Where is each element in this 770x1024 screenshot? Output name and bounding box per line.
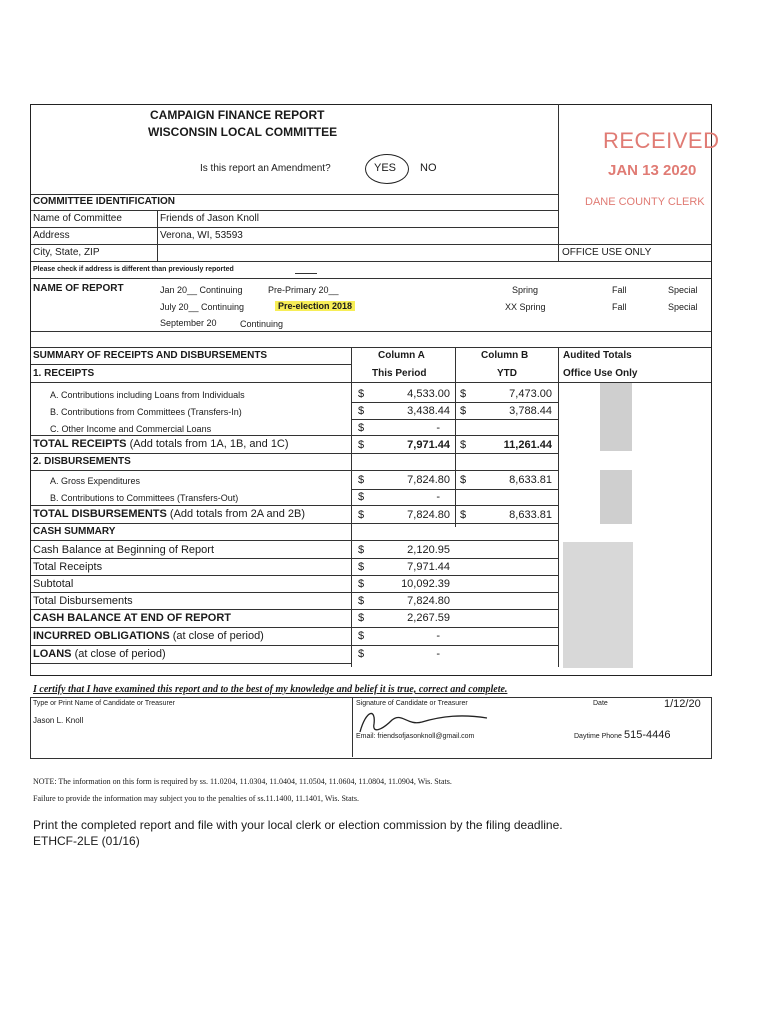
value-cash-begin: 2,120.95 <box>407 544 450 556</box>
report-july: July 20__ Continuing <box>160 302 245 312</box>
row-1c-label: C. Other Income and Commercial Loans <box>50 424 212 434</box>
received-date-stamp: JAN 13 2020 <box>608 162 697 179</box>
column-b-heading: Column B <box>481 350 529 361</box>
column-b-subheading: YTD <box>497 368 517 379</box>
amendment-yes: YES <box>374 162 397 174</box>
dollar-total-a: $ <box>358 439 365 451</box>
form-number: ETHCF-2LE (01/16) <box>33 834 140 848</box>
date-value: 1/12/20 <box>664 698 701 710</box>
audited-subheading: Office Use Only <box>563 368 638 379</box>
committee-heading: COMMITTEE IDENTIFICATION <box>33 196 176 207</box>
audited-heading: Audited Totals <box>563 350 632 361</box>
dollar-1a-b: $ <box>460 388 467 400</box>
value-1b-b: 3,788.44 <box>509 405 552 417</box>
dollar-total-b: $ <box>460 439 467 451</box>
certify-statement: I certify that I have examined this report and to the best of my knowledge and belief it is true, correct and complete. <box>33 684 508 695</box>
value-2a-b: 8,633.81 <box>509 474 552 486</box>
footer-instruction: Print the completed report and file with your local clerk or election commission by the filing deadline. <box>33 818 563 832</box>
value-total-a: 7,971.44 <box>407 439 450 451</box>
value-cash-end: 2,267.59 <box>407 612 450 624</box>
note-line-1: NOTE: The information on this form is required by ss. 11.0204, 11.0304, 11.0404, 11.0504, 11.0604, 11.0804, 11.0904, Wis. Stats. <box>33 777 452 786</box>
column-a-heading: Column A <box>378 350 425 361</box>
column-a-subheading: This Period <box>372 368 427 379</box>
report-spring: Spring <box>512 285 539 295</box>
report-xx-spring: XX Spring <box>505 302 546 312</box>
city-label: City, State, ZIP <box>33 247 100 258</box>
print-name-value: Jason L. Knoll <box>33 716 84 725</box>
dollar-cash-begin: $ <box>358 544 365 556</box>
dollar-1b-b: $ <box>460 405 467 417</box>
cash-begin-label: Cash Balance at Beginning of Report <box>33 544 215 556</box>
date-label: Date <box>593 700 608 707</box>
note-line-2: Failure to provide the information may subject you to the penalties of ss.11.1400, 11.1401, Wis. Stats. <box>33 794 360 803</box>
value-incurred: - <box>436 630 440 642</box>
committee-name-label: Name of Committee <box>33 213 122 224</box>
value-total-receipts: 7,971.44 <box>407 561 450 573</box>
loans-row: LOANS (at close of period) <box>33 648 166 660</box>
print-name-label: Type or Print Name of Candidate or Treasurer <box>33 700 176 707</box>
total-disbursements-row: TOTAL DISBURSEMENTS (Add totals from 2A and 2B) <box>33 508 306 520</box>
value-1c-a: - <box>436 422 440 434</box>
report-september: September 20 <box>160 318 217 328</box>
cash-summary-heading: CASH SUMMARY <box>33 526 116 537</box>
report-name-label: NAME OF REPORT <box>33 283 124 294</box>
cash-end-label: CASH BALANCE AT END OF REPORT <box>33 612 231 624</box>
report-jan: Jan 20__ Continuing <box>160 285 243 295</box>
dollar-2a-a: $ <box>358 474 365 486</box>
dollar-subtotal: $ <box>358 578 365 590</box>
report-pre-primary: Pre-Primary 20__ <box>268 285 339 295</box>
disbursements-heading: 2. DISBURSEMENTS <box>33 456 131 467</box>
dollar-2b-a: $ <box>358 491 365 503</box>
value-loans: - <box>436 648 440 660</box>
dollar-1a-a: $ <box>358 388 365 400</box>
row-2b-label: B. Contributions to Committees (Transfers-Out) <box>50 493 239 503</box>
dollar-2total-b: $ <box>460 509 467 521</box>
address-change-note: Please check if address is different than previously reported <box>33 266 234 273</box>
phone-label: Daytime Phone <box>574 733 622 740</box>
amendment-question: Is this report an Amendment? <box>200 163 331 174</box>
dollar-cash-end: $ <box>358 612 365 624</box>
subtotal-label: Subtotal <box>33 578 74 590</box>
received-stamp: RECEIVED <box>603 128 720 153</box>
value-2total-a: 7,824.80 <box>407 509 450 521</box>
value-2a-a: 7,824.80 <box>407 474 450 486</box>
dollar-1b-a: $ <box>358 405 365 417</box>
dollar-loans: $ <box>358 648 365 660</box>
committee-name-value: Friends of Jason Knoll <box>160 213 259 224</box>
value-1b-a: 3,438.44 <box>407 405 450 417</box>
signature-label: Signature of Candidate or Treasurer <box>356 700 468 707</box>
row-1b-label: B. Contributions from Committees (Transfers-In) <box>50 407 242 417</box>
dollar-incurred: $ <box>358 630 365 642</box>
report-title: CAMPAIGN FINANCE REPORT <box>150 108 325 122</box>
row-2a-label: A. Gross Expenditures <box>50 476 141 486</box>
report-subtitle: WISCONSIN LOCAL COMMITTEE <box>148 125 338 139</box>
value-total-b: 11,261.44 <box>503 439 552 451</box>
total-receipts-row: TOTAL RECEIPTS (Add totals from 1A, 1B, and 1C) <box>33 438 289 450</box>
summary-heading: SUMMARY OF RECEIPTS AND DISBURSEMENTS <box>33 350 268 361</box>
receipts-heading: 1. RECEIPTS <box>33 368 95 379</box>
clerk-stamp: DANE COUNTY CLERK <box>585 196 705 208</box>
value-2total-b: 8,633.81 <box>509 509 552 521</box>
value-subtotal: 10,092.39 <box>401 578 450 590</box>
value-total-disb: 7,824.80 <box>407 595 450 607</box>
value-2b-a: - <box>436 491 440 503</box>
dollar-total-receipts: $ <box>358 561 365 573</box>
office-use-label: OFFICE USE ONLY <box>562 247 652 258</box>
address-value: Verona, WI, 53593 <box>160 230 243 241</box>
row-1a-label: A. Contributions including Loans from Individuals <box>50 390 245 400</box>
total-disbursements-label: Total Disbursements <box>33 595 133 607</box>
report-continuing: Continuing <box>240 319 284 329</box>
dollar-2a-b: $ <box>460 474 467 486</box>
address-label: Address <box>33 230 70 241</box>
report-special-1: Special <box>668 285 698 295</box>
dollar-total-disb: $ <box>358 595 365 607</box>
total-receipts-label: Total Receipts <box>33 561 103 573</box>
report-special-2: Special <box>668 302 698 312</box>
amendment-no: NO <box>420 162 437 174</box>
report-fall-2: Fall <box>612 302 627 312</box>
phone-value: 515-4446 <box>624 729 671 741</box>
report-pre-election: Pre-election 2018 <box>275 301 355 311</box>
report-fall-1: Fall <box>612 285 627 295</box>
value-1a-a: 4,533.00 <box>407 388 450 400</box>
email-value: Email: friendsofjasonknoll@gmail.com <box>356 733 475 740</box>
dollar-2total-a: $ <box>358 509 365 521</box>
dollar-1c-a: $ <box>358 422 365 434</box>
value-1a-b: 7,473.00 <box>509 388 552 400</box>
incurred-row: INCURRED OBLIGATIONS (at close of period) <box>33 630 264 642</box>
